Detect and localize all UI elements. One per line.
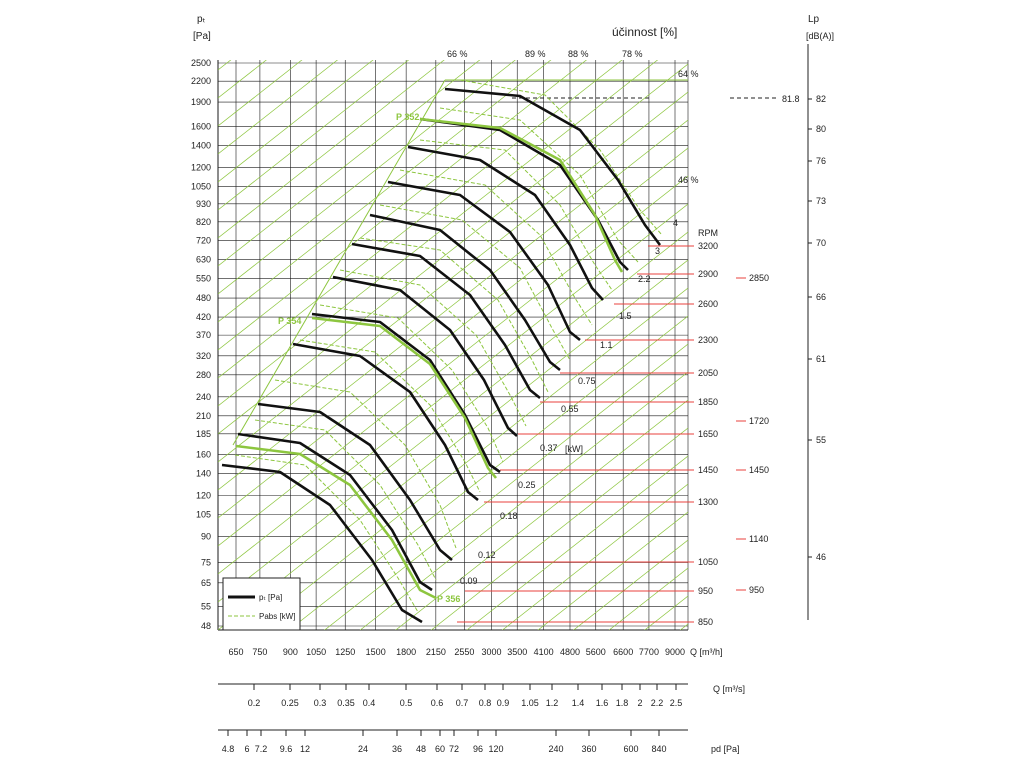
x-tick-label: 3000	[481, 647, 502, 657]
y-tick-label: 90	[200, 531, 211, 542]
x-axis-m3s-tick-label: 0.2	[247, 698, 261, 708]
y-axis-symbol: pₜ	[197, 14, 206, 25]
rpm-label: 1450	[698, 465, 719, 475]
power-label: 3	[655, 246, 661, 256]
y-tick-label: 480	[195, 293, 211, 304]
x-tick-label: 2550	[454, 647, 475, 657]
y-tick-label: 550	[195, 273, 211, 284]
power-label: 1.5	[619, 311, 632, 321]
diagonal-grid-line	[218, 176, 688, 546]
lp-title: Lp	[808, 14, 820, 25]
x-axis-m3s-tick-label: 0.35	[337, 698, 355, 708]
diagonal-grid-line	[218, 680, 688, 768]
pressure-curve	[408, 147, 603, 300]
diagonal-grid-line	[218, 708, 688, 768]
x-axis-pd-tick-label: 600	[623, 744, 639, 754]
lp-tick-label: 61	[816, 354, 827, 364]
right-rpm-label: 1140	[749, 534, 769, 544]
x-tick-label: 900	[282, 647, 298, 657]
power-label: 0.09	[460, 576, 478, 586]
y-tick-label: 210	[195, 410, 211, 421]
y-tick-label: 2200	[190, 76, 211, 87]
rpm-title: RPM	[698, 228, 718, 238]
efficiency-label: 89 %	[525, 49, 546, 59]
efficiency-label: 64 %	[678, 69, 699, 79]
x-axis-m3s-tick-label: 1.6	[595, 698, 609, 708]
legend-label-pt: pₜ [Pa]	[259, 593, 283, 602]
lp-tick-label: 76	[816, 156, 827, 166]
rpm-label: 1850	[698, 397, 719, 407]
rpm-label: 1050	[698, 557, 719, 567]
y-tick-label: 720	[195, 235, 211, 246]
efficiency-label: 46 %	[678, 175, 699, 185]
y-tick-label: 185	[195, 428, 211, 439]
x-axis-m3s-tick-label: 0.3	[313, 698, 327, 708]
x-tick-label: 2150	[425, 647, 446, 657]
x-axis-m3s-tick-label: 0.25	[281, 698, 299, 708]
x-tick-label: 4100	[533, 647, 554, 657]
diagonal-grid-line	[218, 764, 688, 768]
rpm-label: 1650	[698, 429, 719, 439]
x-axis-pd-tick-label: 840	[651, 744, 667, 754]
series-curve	[312, 318, 496, 478]
y-tick-label: 280	[195, 369, 211, 380]
right-rpm-label: 950	[749, 585, 765, 595]
rpm-label: 2600	[698, 299, 719, 309]
y-tick-label: 140	[195, 468, 211, 479]
x-axis-m3s-tick-label: 0.9	[496, 698, 510, 708]
x-axis-m3s-tick-label: 0.5	[399, 698, 413, 708]
x-axis-pd-tick-label: 4.8	[221, 744, 235, 754]
power-unit-label: [kW]	[565, 444, 583, 454]
rpm-label: 1300	[698, 497, 719, 507]
y-tick-label: 65	[200, 577, 211, 588]
x-axis-pd-tick-label: 96	[472, 744, 484, 754]
x-tick-label: 9000	[664, 647, 686, 657]
series-label: P 356	[437, 594, 461, 604]
x-tick-label: 1500	[365, 647, 386, 657]
x-axis-m3s-tick-label: 2.2	[650, 698, 664, 708]
x-axis-pd-tick-label: 36	[391, 744, 403, 754]
x-tick-label: 3500	[507, 647, 528, 657]
y-tick-label: 1600	[190, 121, 211, 132]
y-tick-label: 105	[195, 509, 211, 520]
x-axis-pd-tick-label: 48	[415, 744, 427, 754]
y-axis-unit: [Pa]	[193, 31, 211, 42]
rpm-label: 950	[698, 586, 714, 596]
power-label: 0.12	[478, 550, 496, 560]
y-tick-label: 48	[200, 621, 211, 631]
efficiency-label: 88 %	[568, 49, 589, 59]
x-axis-m3s-tick-label: 0.6	[430, 698, 444, 708]
envelope-left-edge	[233, 80, 445, 445]
rpm-label: 2300	[698, 335, 719, 345]
x-axis-pd-tick-label: 9.6	[279, 744, 293, 754]
diagonal-grid-line	[218, 232, 688, 602]
x-axis-m3s-tick-label: 2.5	[669, 698, 683, 708]
diagonal-grid-line	[218, 0, 688, 266]
lp-tick-label: 73	[816, 196, 827, 206]
y-tick-label: 820	[195, 216, 211, 227]
y-tick-label: 630	[195, 254, 211, 265]
series-label: P 354	[278, 316, 302, 326]
right-rpm-label: 1720	[749, 416, 770, 426]
power-curve	[420, 140, 612, 290]
x-tick-label: 5600	[585, 647, 606, 657]
legend	[223, 578, 300, 630]
right-rpm-label: 1450	[749, 465, 770, 475]
y-tick-label: 1050	[190, 181, 211, 192]
lp-tick-label: 46	[816, 552, 827, 562]
power-label: 0.75	[578, 376, 596, 386]
y-tick-label: 1900	[190, 97, 211, 108]
x-tick-label: 1050	[306, 647, 327, 657]
x-tick-label: 6600	[613, 647, 634, 657]
diagonal-grid-line	[218, 64, 688, 434]
y-tick-label: 55	[200, 601, 211, 612]
y-tick-label: 1400	[190, 140, 211, 151]
power-curve	[460, 80, 662, 235]
power-label: 1.1	[600, 340, 613, 350]
rpm-label: 850	[698, 617, 714, 627]
x-axis-pd-tick-label: 240	[548, 744, 564, 754]
lp-unit: [dB(A)]	[806, 31, 835, 41]
x-axis-pd-tick-label: 7.2	[254, 744, 268, 754]
power-label: 0.18	[500, 511, 518, 521]
x-axis-pd-tick-label: 360	[581, 744, 597, 754]
right-rpm-label: 2850	[749, 273, 770, 283]
lp-tick-label: 66	[816, 292, 827, 302]
efficiency-label: 66 %	[447, 49, 468, 59]
rpm-label: 3200	[698, 241, 719, 251]
diagonal-grid-line	[218, 92, 688, 462]
rpm-label: 2900	[698, 269, 719, 279]
power-label: 0.25	[518, 480, 536, 490]
x-tick-label: 650	[228, 647, 244, 657]
x-axis-m3s-tick-label: 0.7	[455, 698, 469, 708]
x-tick-label: 7700	[638, 647, 659, 657]
x-axis-m3s-tick-label: 1.2	[545, 698, 559, 708]
x-axis-pd-tick-label: 6	[244, 744, 250, 754]
y-tick-label: 1200	[190, 162, 211, 173]
y-tick-label: 160	[195, 449, 211, 460]
power-label: 2.2	[638, 274, 651, 284]
lp-extra-value: 81.8	[782, 94, 800, 104]
x-axis-m3s-tick-label: 1.05	[521, 698, 539, 708]
y-tick-label: 2500	[190, 58, 211, 68]
series-label: P 352	[396, 112, 420, 122]
x-axis-unit: Q [m³/h]	[690, 647, 723, 657]
power-label: 0.55	[561, 404, 579, 414]
x-axis-m3s-tick-label: 1.4	[571, 698, 585, 708]
y-tick-label: 75	[200, 557, 211, 568]
lp-tick-label: 80	[816, 124, 827, 134]
power-label: 0.37	[540, 443, 558, 453]
chart-title: účinnost [%]	[612, 25, 678, 39]
x-tick-label: 4800	[559, 647, 581, 657]
lp-tick-label: 70	[816, 238, 827, 248]
x-tick-label: 1800	[396, 647, 417, 657]
x-axis-m3s-tick-label: 2	[637, 698, 643, 708]
x-tick-label: 750	[252, 647, 268, 657]
y-tick-label: 420	[195, 312, 211, 323]
diagonal-grid-line	[218, 372, 688, 742]
legend-box	[223, 578, 300, 630]
x-axis-pd-tick-label: 24	[357, 744, 369, 754]
x-tick-label: 1250	[335, 647, 356, 657]
power-curve	[340, 270, 526, 426]
y-tick-label: 240	[195, 391, 211, 402]
y-tick-label: 120	[195, 490, 211, 501]
x-axis-m3s-tick-label: 0.4	[362, 698, 376, 708]
lp-tick-label: 82	[816, 94, 827, 104]
legend-label-pabs: Pabs [kW]	[259, 612, 296, 621]
x-axis-pd-unit: pd [Pa]	[711, 744, 740, 754]
diagonal-grid-line	[218, 0, 688, 294]
lp-tick-label: 55	[816, 435, 827, 445]
rpm-label: 2050	[698, 368, 719, 378]
x-axis-pd-tick-label: 120	[488, 744, 504, 754]
power-label: 4	[673, 218, 679, 228]
y-tick-label: 930	[195, 198, 211, 209]
x-axis-pd-tick-label: 72	[448, 744, 460, 754]
grid	[218, 44, 812, 736]
x-axis-m3s-tick-label: 1.8	[615, 698, 629, 708]
diagonal-grid-line	[218, 0, 688, 154]
diagonal-grid-line	[218, 36, 688, 406]
y-tick-label: 370	[195, 330, 211, 341]
pressure-curve	[293, 344, 478, 500]
efficiency-label: 78 %	[622, 49, 643, 59]
x-axis-m3s-tick-label: 0.8	[478, 698, 492, 708]
x-axis-pd-tick-label: 12	[299, 744, 311, 754]
x-axis-pd-tick-label: 60	[434, 744, 446, 754]
x-axis-m3s-unit: Q [m³/s]	[713, 684, 745, 694]
y-tick-label: 320	[195, 350, 211, 361]
